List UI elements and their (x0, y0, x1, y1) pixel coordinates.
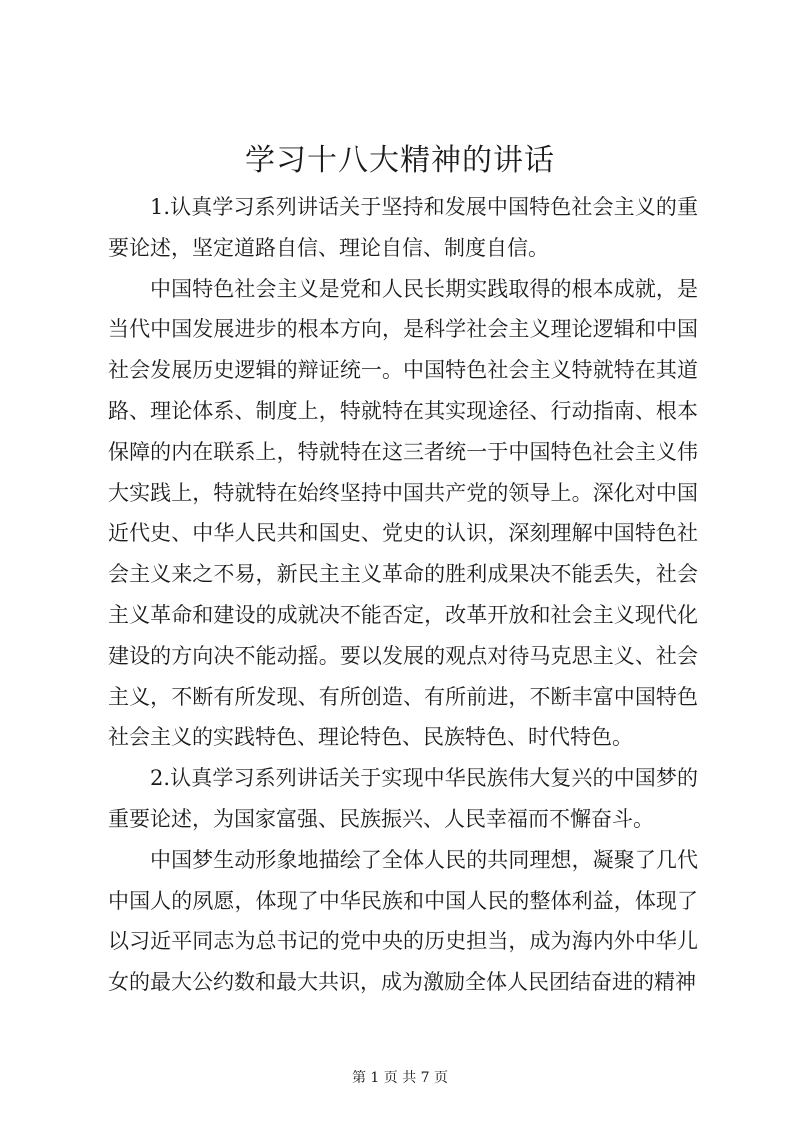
document-body (108, 187, 698, 1003)
paragraph-section-2-body: 中国梦生动形象地描绘了全体人民的共同理想，凝聚了几代中国人的夙愿，体现了中华民族和中国人民的整体利益，体现了以习近平同志为总书记的党中央的历史担当，成为海内外中华儿女的最大公约数和最大共识，成为激励全体人民团结奋进的精神 (108, 847, 698, 995)
paragraph-section-1-heading: 1.认真学习系列讲话关于坚持和发展中国特色社会主义的重要论述，坚定道路自信、理论自信、制度自信。 (108, 195, 698, 260)
document-title: 学习十八大精神的讲话 (245, 143, 555, 178)
paragraph-section-1-body: 中国特色社会主义是党和人民长期实践取得的根本成就，是当代中国发展进步的根本方向，是科学社会主义理论逻辑和中国社会发展历史逻辑的辩证统一。中国特色社会主义特就特在其道路、理论体系、制度上，特就特在其实现途径、行动指南、根本保障的内在联系上，特就特在这三者统一于中国特色社会主义伟大实践上，特就特在始终坚持中国共产党的领导上。深化对中国近代史、中华人民共和国史、党史的认识，深刻理解中国特色社会主义来之不易，新民主主义革命的胜利成果决不能丢失，社会主义革命和建设的成就决不能否定，改革开放和社会主义现代化建设的方向决不能动摇。要以发展的观点对待马克思主义、社会主义，不断有所发现、有所创造、有所前进，不断丰富中国特色社会主义的实践特色、理论特色、民族特色、时代特色。 (108, 276, 698, 750)
paragraph-section-2-heading: 2.认真学习系列讲话关于实现中华民族伟大复兴的中国梦的重要论述，为国家富强、民族振兴、人民幸福而不懈奋斗。 (108, 766, 698, 831)
page-footer: 第 1 页 共 7 页 (351, 1070, 449, 1086)
